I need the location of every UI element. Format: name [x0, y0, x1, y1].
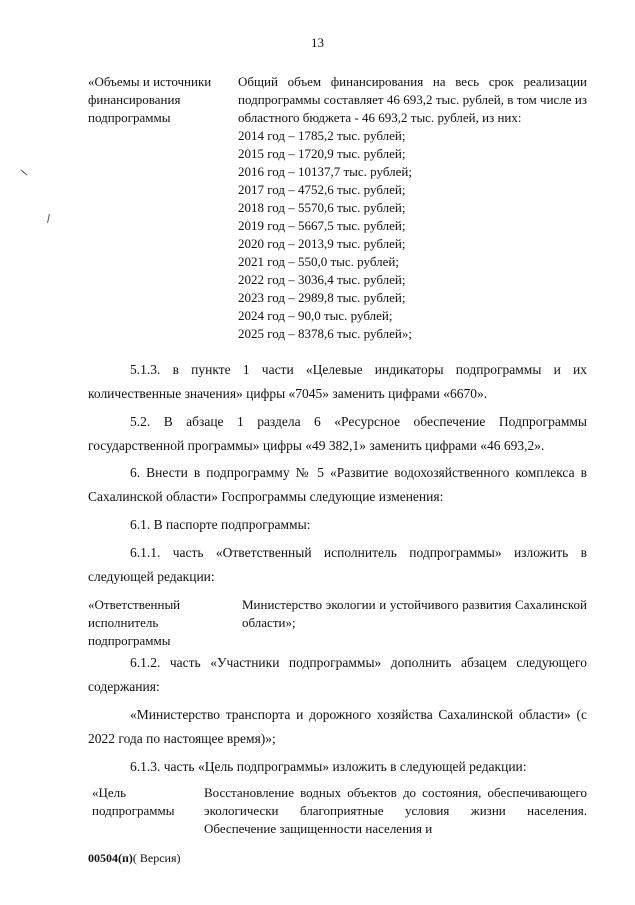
document-version: ( Версия) [132, 851, 181, 865]
funding-year-line: 2016 год – 10137,7 тыс. рублей; [238, 164, 412, 179]
document-footer [88, 851, 181, 866]
document-code: 00504(п) [88, 851, 133, 865]
funding-year-line: 2019 год – 5667,5 тыс. рублей; [238, 218, 406, 233]
funding-year-line: 2014 год – 1785,2 тыс. рублей; [238, 128, 406, 143]
funding-year-line: 2022 год – 3036,4 тыс. рублей; [238, 272, 406, 287]
paragraph-6: 6. Внести в подпрограмму № 5 «Развитие водохозяйственного комплекса в Сахалинской области» Госпрограммы следующие изменения: [88, 465, 587, 504]
funding-year-line: 2015 год – 1720,9 тыс. рублей; [238, 146, 406, 161]
paragraph-6-1-2: 6.1.2. часть «Участники подпрограммы» дополнить абзацем следующего содержания: [88, 655, 587, 694]
responsible-value: Министерство экологии и устойчивого развития Сахалинской области»; [242, 597, 587, 630]
paragraph-5-2: 5.2. В абзаце 1 раздела 6 «Ресурсное обеспечение Подпрограммы государственной программы» цифры «49 382,1» заменить цифрами «46 693,2». [88, 414, 587, 453]
funding-intro: Общий объем финансирования на весь срок реализации подпрограммы составляет 46 693,2 тыс. рублей, в том числе из областного бюджета - 46 693,2 тыс. рублей, из них: [238, 74, 587, 125]
funding-year-line: 2025 год – 8378,6 тыс. рублей»; [238, 326, 412, 341]
scan-artifact [47, 214, 50, 223]
scan-artifact [21, 170, 28, 176]
page-number: 13 [311, 35, 324, 50]
paragraph-6-1: 6.1. В паспорте подпрограммы: [130, 517, 311, 532]
paragraph-5-1-3: 5.1.3. в пункте 1 части «Целевые индикаторы подпрограммы и их количественные значения» цифры «7045» заменить цифрами «6670». [88, 362, 587, 401]
goal-label: «Цель подпрограммы [92, 785, 175, 818]
funding-year-line: 2024 год – 90,0 тыс. рублей; [238, 308, 393, 323]
paragraph-6-1-2-quote: «Министерство транспорта и дорожного хозяйства Сахалинской области» (с 2022 года по настоящее время)»; [88, 707, 587, 746]
funding-year-line: 2021 год – 550,0 тыс. рублей; [238, 254, 399, 269]
funding-year-line: 2023 год – 2989,8 тыс. рублей; [238, 290, 406, 305]
funding-year-line: 2017 год – 4752,6 тыс. рублей; [238, 182, 406, 197]
responsible-label: «Ответственный исполнитель подпрограммы [88, 597, 181, 648]
funding-label: «Объемы и источники финансирования подпрограммы [88, 74, 212, 125]
goal-value: Восстановление водных объектов до состояния, обеспечивающего экологически благоприятные условия жизни населения. Обеспечение защищенности населения и [204, 785, 587, 836]
funding-year-line: 2020 год – 2013,9 тыс. рублей; [238, 236, 406, 251]
paragraph-6-1-3: 6.1.3. часть «Цель подпрограммы» изложить в следующей редакции: [130, 759, 527, 774]
paragraph-6-1-1: 6.1.1. часть «Ответственный исполнитель подпрограммы» изложить в следующей редакции: [88, 545, 587, 584]
funding-value [238, 73, 587, 343]
funding-year-line: 2018 год – 5570,6 тыс. рублей; [238, 200, 406, 215]
